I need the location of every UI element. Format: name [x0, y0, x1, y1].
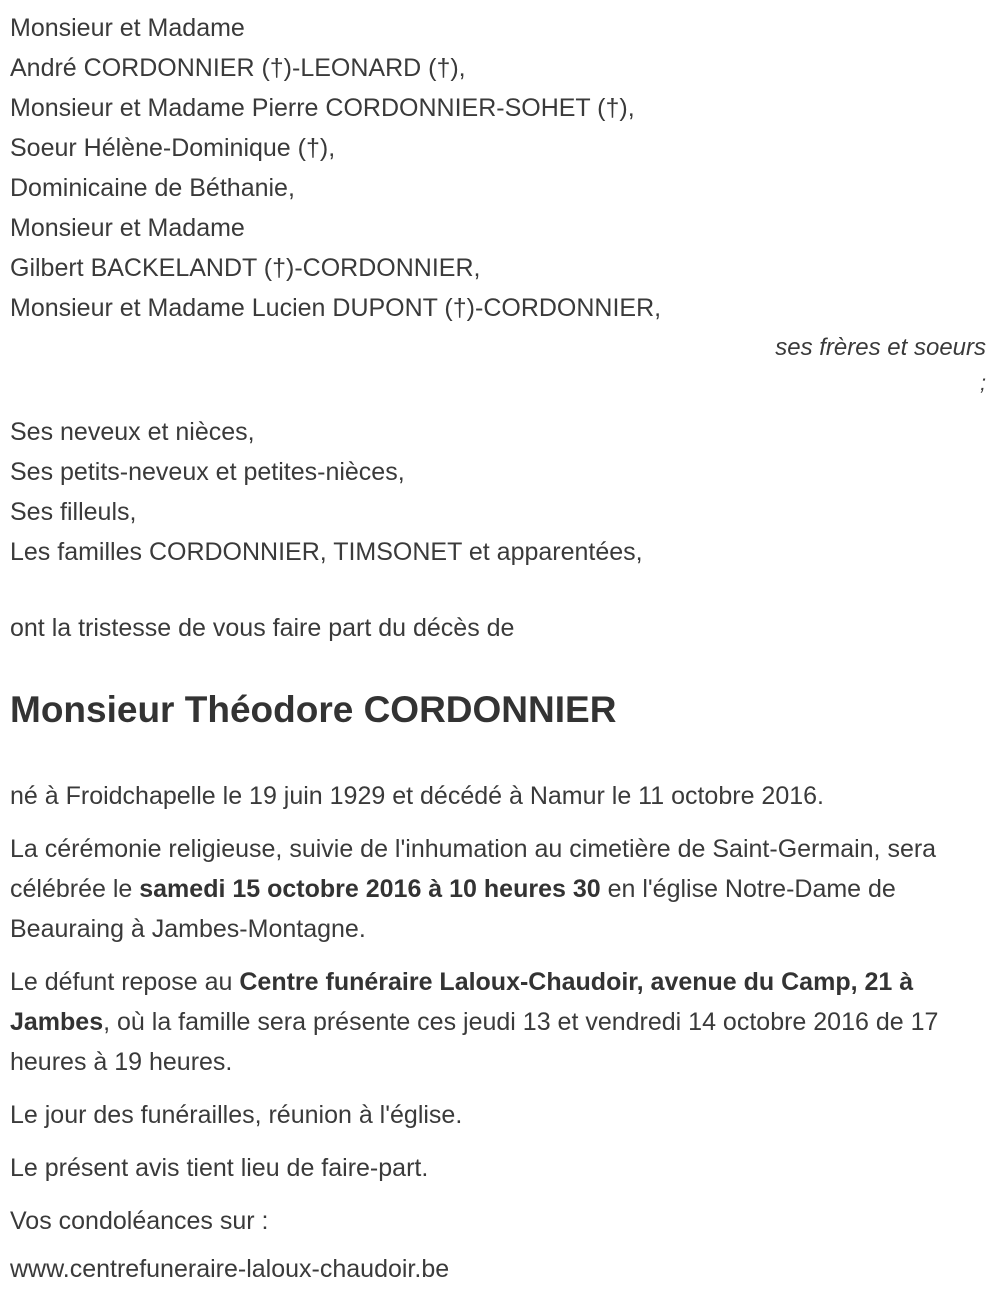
family-block [10, 8, 986, 328]
family-line: André CORDONNIER (†)-LEONARD (†), [10, 54, 466, 82]
family-line: Soeur Hélène-Dominique (†), [10, 134, 336, 162]
family-line: Monsieur et Madame [10, 214, 245, 242]
relation-punctuation: ; [980, 372, 986, 395]
relatives-block [10, 412, 986, 572]
deceased-name: Monsieur Théodore CORDONNIER [10, 689, 617, 730]
repose-text-post: , où la famille sera présente ces jeudi 13 et vendredi 14 octobre 2016 de 17 heures à 19 heures. [10, 1008, 939, 1076]
funeral-home-address: Centre funéraire Laloux-Chaudoir, avenue du Camp, 21 à Jambes [10, 968, 914, 1036]
birth-death-paragraph: né à Froidchapelle le 19 juin 1929 et décédé à Namur le 11 octobre 2016. [10, 782, 824, 810]
ceremony-text-pre: La cérémonie religieuse, suivie de l'inhumation au cimetière de Saint-Germain, sera célébrée le [10, 835, 937, 903]
repose-text-pre: Le défunt repose au [10, 968, 240, 996]
family-line: Gilbert BACKELANDT (†)-CORDONNIER, [10, 254, 481, 282]
ceremony-paragraph [10, 829, 986, 949]
repose-paragraph [10, 962, 986, 1082]
relation-note: ses frères et soeurs [775, 334, 986, 361]
family-line: Monsieur et Madame Pierre CORDONNIER-SOHET (†), [10, 94, 635, 122]
family-line: Monsieur et Madame [10, 14, 245, 42]
funeral-day-line: Le jour des funérailles, réunion à l'église. [10, 1101, 463, 1129]
notice-line: Le présent avis tient lieu de faire-part. [10, 1154, 429, 1182]
family-line: Monsieur et Madame Lucien DUPONT (†)-CORDONNIER, [10, 294, 662, 322]
relatives-line: Les familles CORDONNIER, TIMSONET et apparentées, [10, 538, 643, 566]
relatives-line: Ses filleuls, [10, 498, 137, 526]
condolences-line: Vos condoléances sur : [10, 1207, 269, 1235]
ceremony-text-post: en l'église Notre-Dame de Beauraing à Jambes-Montagne. [10, 875, 896, 943]
announcement-line: ont la tristesse de vous faire part du décès de [10, 614, 515, 642]
relatives-line: Ses neveux et nièces, [10, 418, 255, 446]
ceremony-datetime: samedi 15 octobre 2016 à 10 heures 30 [139, 875, 601, 903]
condolences-website-link[interactable]: www.centrefuneraire-laloux-chaudoir.be [10, 1255, 450, 1283]
family-line: Dominicaine de Béthanie, [10, 174, 295, 202]
relatives-line: Ses petits-neveux et petites-nièces, [10, 458, 405, 486]
